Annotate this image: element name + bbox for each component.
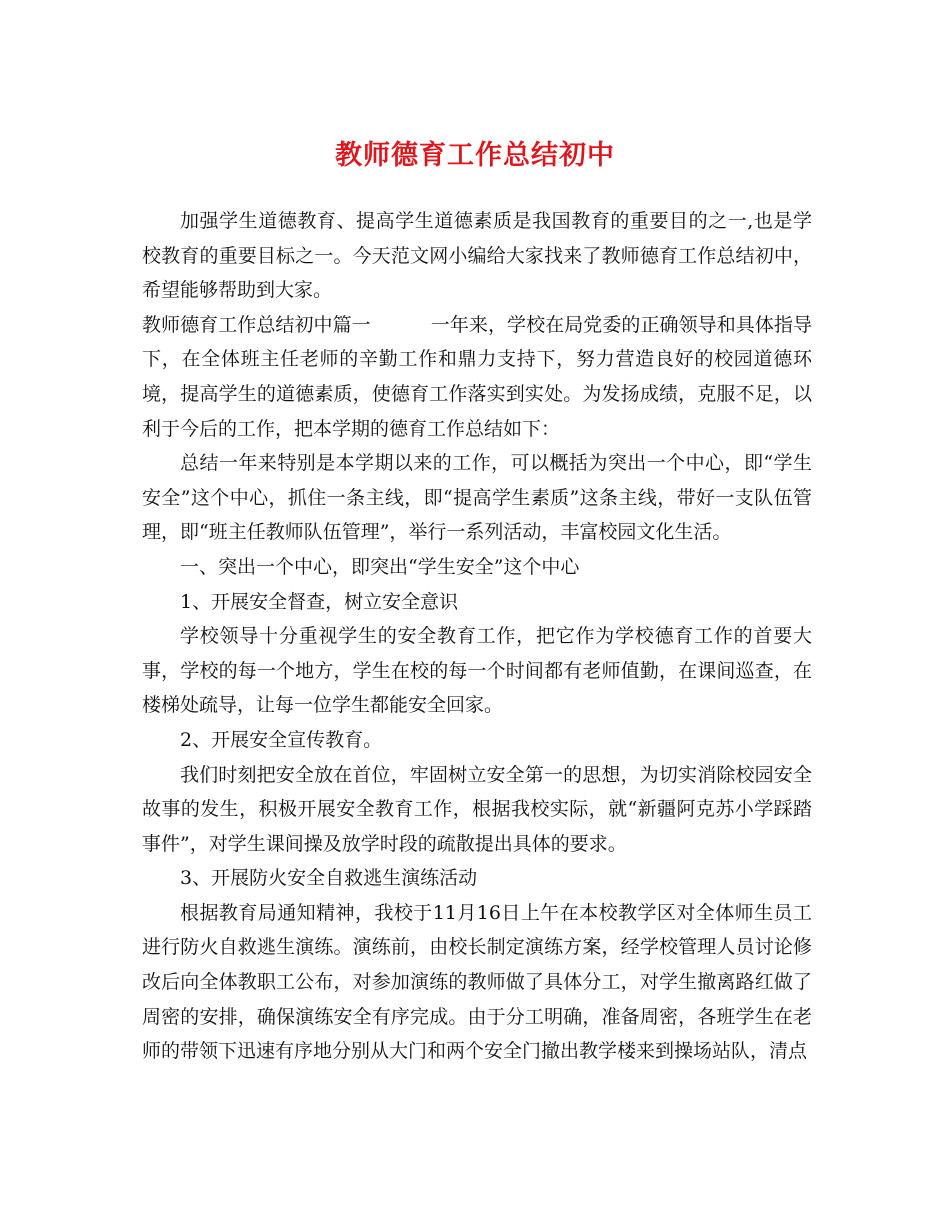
paragraph-safety-education: 我们时刻把安全放在首位，牢固树立安全第一的思想，为切实消除校园安全故事的发生，积极开展安全教育工作，根据我校实际，就“新疆阿克苏小学踩踏事件”，对学生课间操及放学时段的疏散提出具体的要求。 (142, 763, 812, 855)
paragraph-fire-drill: 根据教育局通知精神，我校于11月16日上午在本校教学区对全体师生员工进行防火自救逃生演练。演练前，由校长制定演练方案，经学校管理人员讨论修改后向全体教职工公布，对参加演练的教师做了具体分工，对学生撤离路红做了周密的安排，确保演练安全有序完成。由于分工明确，准备周密，各班学生在老师的带领下迅速有序地分别从大门和两个安全门撤出教学楼来到操场站队，清点 (142, 901, 812, 1063)
paragraph-intro: 加强学生道德教育、提高学生道德素质是我国教育的重要目的之一,也是学校教育的重要目标之一。今天范文网小编给大家找来了教师德育工作总结初中，希望能够帮助到大家。 (142, 210, 812, 302)
subheading-2: 2、开展安全宣传教育。 (180, 728, 383, 751)
paragraph-text: 一年来，学校在局党委的正确领导和具体指导下，在全体班主任老师的辛勤工作和鼎力支持下，努力营造良好的校园道德环境，提高学生的道德素质，使德育工作落实到实处。为发扬成绩，克服不足，以利于今后的工作，把本学期的德育工作总结如下： (142, 313, 812, 440)
document-title: 教师德育工作总结初中 (335, 140, 615, 171)
paragraph-summary: 总结一年来特别是本学期以来的工作，可以概括为突出一个中心，即“学生安全”这个中心，抓住一条主线，即“提高学生素质”这条主线，带好一支队伍管理，即“班主任教师队伍管理”，举行一系列活动，丰富校园文化生活。 (142, 452, 812, 544)
subheading-3: 3、开展防火安全自救逃生演练活动 (180, 867, 478, 890)
paragraph-safety-check: 学校领导十分重视学生的安全教育工作，把它作为学校德育工作的首要大事，学校的每一个地方，学生在校的每一个时间都有老师值勤，在课间巡查，在楼梯处疏导，让每一位学生都能安全回家。 (142, 625, 812, 717)
section-heading-1: 一、突出一个中心，即突出“学生安全”这个中心 (180, 555, 580, 578)
subheading-1: 1、开展安全督查，树立安全意识 (180, 590, 459, 613)
section-heading: 教师德育工作总结初中篇一 (142, 313, 371, 336)
paragraph-part-one (142, 308, 812, 446)
document-body (142, 204, 812, 1069)
